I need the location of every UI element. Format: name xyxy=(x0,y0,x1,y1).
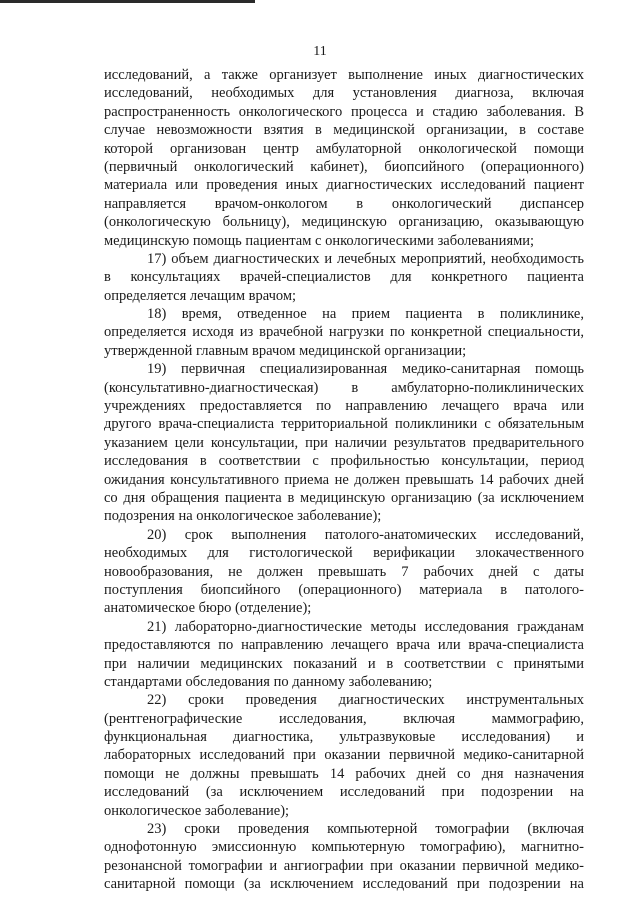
text-line: 19) первичная специализированная медико-санитарная помощь xyxy=(147,361,584,378)
text-line: 18) время, отведенное на прием пациента в поликлинике, xyxy=(147,306,584,323)
text-line: указанием цели консультации, при наличии результатов предварительного xyxy=(104,434,584,451)
paragraph-item-19 xyxy=(104,360,584,526)
text-line: при наличии медицинских показаний и в соответствии с принятыми xyxy=(104,655,584,672)
text-line: 22) сроки проведения диагностических инструментальных xyxy=(147,692,584,709)
text-line: (консультативно-диагностическая) в амбулаторно-поликлинических xyxy=(104,379,584,396)
text-line: (онкологическую больницу), медицинскую организацию, оказывающую xyxy=(104,214,584,231)
text-line: (рентгенографические исследования, включая маммографию, xyxy=(104,710,584,727)
text-line: которой организован центр амбулаторной онкологической помощи xyxy=(104,140,584,157)
text-line: 21) лабораторно-диагностические методы исследования гражданам xyxy=(147,618,584,635)
text-line: направляется врачом-онкологом в онкологический диспансер xyxy=(104,195,584,212)
text-line: ожидания консультативного приема не должен превышать 14 рабочих дней xyxy=(104,471,584,488)
text-line: учреждениях предоставляется по направлению лечащего врача или xyxy=(104,398,584,415)
text-line: (первичный онкологический кабинет), биопсийного (операционного) xyxy=(104,158,584,175)
text-line: подозрения на онкологическое заболевание); xyxy=(104,508,382,525)
text-line: 17) объем диагностических и лечебных мероприятий, необходимость xyxy=(147,250,584,267)
text-line: однофотонную эмиссионную компьютерную томографию), магнитно- xyxy=(104,839,584,856)
text-line: исследования в соответствии с профильностью консультации, период xyxy=(104,453,584,470)
text-line: медицинскую помощь пациентам с онкологическими заболеваниями; xyxy=(104,232,535,249)
page-number: 11 xyxy=(313,44,327,59)
text-line: новообразования, не должен превышать 7 рабочих дней с даты xyxy=(104,563,584,580)
text-line: случае невозможности взятия в медицинской организации, в составе xyxy=(104,122,584,139)
paragraph-item-20 xyxy=(104,526,584,618)
text-line: распространенность онкологического процесса и стадию заболевания. В xyxy=(104,103,584,120)
text-line: онкологическое заболевание); xyxy=(104,802,290,819)
text-line: определяется лечащим врачом; xyxy=(104,287,297,304)
text-line: лабораторных исследований при оказании первичной медико-санитарной xyxy=(104,747,584,764)
header-rule xyxy=(0,0,255,3)
text-line: помощи не должны превышать 14 рабочих дней со дня назначения xyxy=(104,765,584,782)
paragraph-item-23 xyxy=(104,820,584,894)
text-line: материала или проведения иных диагностических исследований пациент xyxy=(104,177,584,194)
text-line: 20) срок выполнения патолого-анатомических исследований, xyxy=(147,526,584,543)
text-line: со дня обращения пациента в медицинскую организацию (за исключением xyxy=(104,489,584,506)
text-line: исследований (за исключением исследований при подозрении на xyxy=(104,784,584,801)
text-line: функциональная диагностика, ультразвуковые исследования) и xyxy=(104,729,584,746)
text-line: стандартами обследования по данному заболеванию; xyxy=(104,673,433,690)
paragraph-item-17 xyxy=(104,250,584,305)
paragraph-item-18 xyxy=(104,305,584,360)
text-line: другого врача-специалиста территориальной поликлиники с обязательным xyxy=(104,416,584,433)
text-line: анатомическое бюро (отделение); xyxy=(104,600,312,617)
text-line: необходимых для гистологической верификации злокачественного xyxy=(104,545,584,562)
text-line: 23) сроки проведения компьютерной томографии (включая xyxy=(147,821,584,838)
text-line: резонансной томографии и ангиографии при оказании первичной медико- xyxy=(104,857,584,874)
paragraph-continuation xyxy=(104,66,584,250)
paragraph-item-21 xyxy=(104,618,584,692)
paragraph-item-22 xyxy=(104,691,584,820)
document-body xyxy=(104,66,584,894)
text-line: определяется исходя из врачебной нагрузки по конкретной специальности, xyxy=(104,324,584,341)
text-line: предоставляются по направлению лечащего врача или врача-специалиста xyxy=(104,637,584,654)
text-line: поступления биопсийного (операционного) материала в патолого- xyxy=(104,581,584,598)
text-line: в консультациях врачей-специалистов для конкретного пациента xyxy=(104,269,584,286)
text-line: утвержденной главным врачом медицинской организации; xyxy=(104,342,467,359)
text-line: санитарной помощи (за исключением исследований при подозрении на xyxy=(104,876,584,893)
text-line: исследований, необходимых для установления диагноза, включая xyxy=(104,85,584,102)
text-line: исследований, а также организует выполнение иных диагностических xyxy=(104,67,584,83)
